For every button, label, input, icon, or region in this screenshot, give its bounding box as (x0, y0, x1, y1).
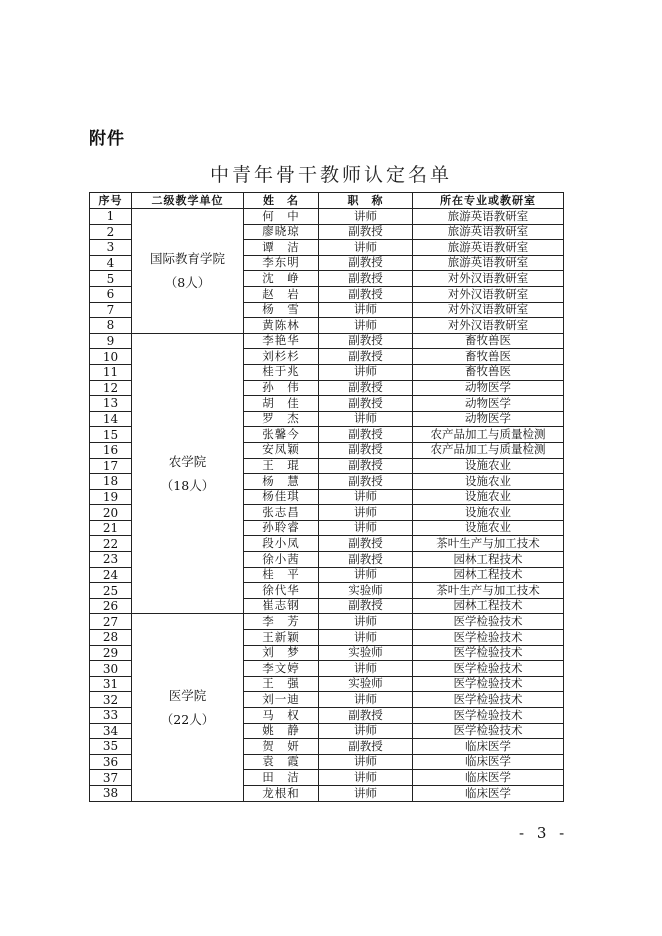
teacher-department: 旅游英语教研室 (413, 209, 564, 225)
teacher-title: 讲师 (319, 364, 413, 380)
teacher-roster-table (89, 192, 564, 802)
row-number: 35 (90, 739, 132, 755)
row-number: 19 (90, 489, 132, 505)
teacher-department: 茶叶生产与加工技术 (413, 583, 564, 599)
teacher-name: 李 芳 (244, 614, 319, 630)
row-number: 36 (90, 754, 132, 770)
teacher-name: 王新颖 (244, 630, 319, 646)
teacher-name: 黄陈林 (244, 318, 319, 334)
teacher-title: 副教授 (319, 271, 413, 287)
row-number: 26 (90, 598, 132, 614)
teacher-department: 畜牧兽医 (413, 333, 564, 349)
teacher-name: 王 琨 (244, 458, 319, 474)
teacher-name: 张志昌 (244, 505, 319, 521)
unit-count: （18人） (160, 477, 215, 493)
teacher-name: 廖晓琼 (244, 224, 319, 240)
teacher-title: 讲师 (319, 520, 413, 536)
row-number: 15 (90, 427, 132, 443)
row-number: 13 (90, 396, 132, 412)
row-number: 23 (90, 552, 132, 568)
teacher-department: 医学检验技术 (413, 692, 564, 708)
table-row (90, 614, 564, 630)
teacher-title: 讲师 (319, 754, 413, 770)
unit-name: 医学院 (168, 687, 207, 703)
teacher-department: 农产品加工与质量检测 (413, 427, 564, 443)
teacher-department: 旅游英语教研室 (413, 224, 564, 240)
row-number: 20 (90, 505, 132, 521)
row-number: 3 (90, 240, 132, 256)
unit-cell (132, 614, 244, 801)
row-number: 37 (90, 770, 132, 786)
teacher-name: 杨 慧 (244, 474, 319, 490)
row-number: 12 (90, 380, 132, 396)
attachment-label: 附件 (89, 129, 125, 149)
teacher-title: 讲师 (319, 318, 413, 334)
row-number: 9 (90, 333, 132, 349)
teacher-name: 姚 静 (244, 723, 319, 739)
teacher-department: 医学检验技术 (413, 661, 564, 677)
unit-name: 农学院 (168, 453, 207, 469)
teacher-department: 园林工程技术 (413, 552, 564, 568)
teacher-title: 讲师 (319, 209, 413, 225)
column-header-title: 职 称 (319, 193, 413, 209)
teacher-name: 王 强 (244, 676, 319, 692)
teacher-title: 副教授 (319, 442, 413, 458)
unit-count: （22人） (160, 711, 215, 727)
column-header-department: 所在专业或教研室 (413, 193, 564, 209)
teacher-name: 贺 妍 (244, 739, 319, 755)
teacher-title: 副教授 (319, 536, 413, 552)
unit-cell (132, 209, 244, 334)
teacher-title: 讲师 (319, 567, 413, 583)
teacher-title: 讲师 (319, 240, 413, 256)
teacher-department: 对外汉语教研室 (413, 302, 564, 318)
row-number: 25 (90, 583, 132, 599)
row-number: 30 (90, 661, 132, 677)
teacher-name: 赵 岩 (244, 286, 319, 302)
teacher-department: 医学检验技术 (413, 708, 564, 724)
teacher-title: 副教授 (319, 380, 413, 396)
teacher-title: 讲师 (319, 692, 413, 708)
teacher-department: 临床医学 (413, 754, 564, 770)
teacher-name: 杨 雪 (244, 302, 319, 318)
teacher-title: 讲师 (319, 630, 413, 646)
teacher-department: 临床医学 (413, 785, 564, 801)
teacher-name: 桂于兆 (244, 364, 319, 380)
teacher-name: 孙 伟 (244, 380, 319, 396)
table-row (90, 333, 564, 349)
teacher-name: 袁 霞 (244, 754, 319, 770)
teacher-title: 讲师 (319, 661, 413, 677)
teacher-department: 设施农业 (413, 474, 564, 490)
teacher-name: 桂 平 (244, 567, 319, 583)
teacher-department: 设施农业 (413, 458, 564, 474)
table-header-row (90, 193, 564, 209)
teacher-name: 刘杉杉 (244, 349, 319, 365)
teacher-name: 马 权 (244, 708, 319, 724)
row-number: 31 (90, 676, 132, 692)
teacher-title: 实验师 (319, 645, 413, 661)
row-number: 29 (90, 645, 132, 661)
teacher-department: 对外汉语教研室 (413, 286, 564, 302)
teacher-department: 医学检验技术 (413, 614, 564, 630)
teacher-department: 医学检验技术 (413, 630, 564, 646)
row-number: 38 (90, 785, 132, 801)
row-number: 34 (90, 723, 132, 739)
teacher-name: 徐代华 (244, 583, 319, 599)
teacher-department: 动物医学 (413, 380, 564, 396)
unit-cell (132, 333, 244, 614)
teacher-title: 讲师 (319, 785, 413, 801)
teacher-name: 胡 佳 (244, 396, 319, 412)
teacher-department: 设施农业 (413, 489, 564, 505)
row-number: 2 (90, 224, 132, 240)
column-header-number: 序号 (90, 193, 132, 209)
row-number: 7 (90, 302, 132, 318)
teacher-department: 农产品加工与质量检测 (413, 442, 564, 458)
teacher-department: 医学检验技术 (413, 723, 564, 739)
row-number: 32 (90, 692, 132, 708)
teacher-title: 讲师 (319, 505, 413, 521)
teacher-name: 李文婷 (244, 661, 319, 677)
teacher-name: 崔志钢 (244, 598, 319, 614)
teacher-department: 临床医学 (413, 739, 564, 755)
row-number: 8 (90, 318, 132, 334)
teacher-title: 副教授 (319, 739, 413, 755)
teacher-name: 沈 峥 (244, 271, 319, 287)
teacher-title: 副教授 (319, 552, 413, 568)
teacher-department: 医学检验技术 (413, 645, 564, 661)
row-number: 28 (90, 630, 132, 646)
teacher-name: 张馨今 (244, 427, 319, 443)
teacher-name: 孙聆睿 (244, 520, 319, 536)
teacher-department: 畜牧兽医 (413, 364, 564, 380)
teacher-department: 茶叶生产与加工技术 (413, 536, 564, 552)
teacher-name: 徐小茜 (244, 552, 319, 568)
teacher-name: 龙根和 (244, 785, 319, 801)
row-number: 6 (90, 286, 132, 302)
teacher-name: 杨佳琪 (244, 489, 319, 505)
unit-count: （8人） (164, 274, 211, 290)
teacher-title: 讲师 (319, 723, 413, 739)
row-number: 5 (90, 271, 132, 287)
teacher-title: 实验师 (319, 676, 413, 692)
teacher-title: 副教授 (319, 598, 413, 614)
teacher-title: 副教授 (319, 224, 413, 240)
teacher-title: 讲师 (319, 770, 413, 786)
teacher-title: 讲师 (319, 614, 413, 630)
teacher-title: 副教授 (319, 286, 413, 302)
table-row (90, 209, 564, 225)
row-number: 18 (90, 474, 132, 490)
teacher-name: 李艳华 (244, 333, 319, 349)
teacher-department: 设施农业 (413, 520, 564, 536)
teacher-name: 刘 梦 (244, 645, 319, 661)
teacher-title: 副教授 (319, 427, 413, 443)
unit-name: 国际教育学院 (149, 251, 225, 267)
teacher-title: 讲师 (319, 489, 413, 505)
teacher-department: 旅游英语教研室 (413, 240, 564, 256)
teacher-title: 副教授 (319, 349, 413, 365)
teacher-name: 谭 洁 (244, 240, 319, 256)
teacher-title: 副教授 (319, 333, 413, 349)
teacher-title: 副教授 (319, 458, 413, 474)
teacher-name: 罗 杰 (244, 411, 319, 427)
table-body (90, 209, 564, 802)
teacher-name: 何 中 (244, 209, 319, 225)
teacher-department: 临床医学 (413, 770, 564, 786)
teacher-name: 李东明 (244, 255, 319, 271)
row-number: 16 (90, 442, 132, 458)
row-number: 10 (90, 349, 132, 365)
row-number: 17 (90, 458, 132, 474)
teacher-name: 安凤颖 (244, 442, 319, 458)
teacher-name: 田 洁 (244, 770, 319, 786)
row-number: 27 (90, 614, 132, 630)
row-number: 24 (90, 567, 132, 583)
row-number: 21 (90, 520, 132, 536)
row-number: 14 (90, 411, 132, 427)
teacher-department: 动物医学 (413, 396, 564, 412)
teacher-name: 刘一迪 (244, 692, 319, 708)
row-number: 4 (90, 255, 132, 271)
teacher-department: 园林工程技术 (413, 567, 564, 583)
teacher-title: 实验师 (319, 583, 413, 599)
teacher-department: 对外汉语教研室 (413, 271, 564, 287)
row-number: 1 (90, 209, 132, 225)
page-number: - 3 - (519, 824, 569, 842)
teacher-name: 段小凤 (244, 536, 319, 552)
teacher-department: 对外汉语教研室 (413, 318, 564, 334)
teacher-title: 讲师 (319, 411, 413, 427)
teacher-department: 园林工程技术 (413, 598, 564, 614)
document-title: 中青年骨干教师认定名单 (209, 164, 452, 186)
column-header-unit: 二级教学单位 (132, 193, 244, 209)
teacher-department: 设施农业 (413, 505, 564, 521)
row-number: 11 (90, 364, 132, 380)
column-header-name: 姓 名 (244, 193, 319, 209)
teacher-title: 讲师 (319, 302, 413, 318)
teacher-title: 副教授 (319, 708, 413, 724)
row-number: 33 (90, 708, 132, 724)
teacher-title: 副教授 (319, 255, 413, 271)
teacher-title: 副教授 (319, 474, 413, 490)
teacher-department: 旅游英语教研室 (413, 255, 564, 271)
row-number: 22 (90, 536, 132, 552)
teacher-department: 医学检验技术 (413, 676, 564, 692)
teacher-department: 动物医学 (413, 411, 564, 427)
teacher-title: 副教授 (319, 396, 413, 412)
teacher-department: 畜牧兽医 (413, 349, 564, 365)
